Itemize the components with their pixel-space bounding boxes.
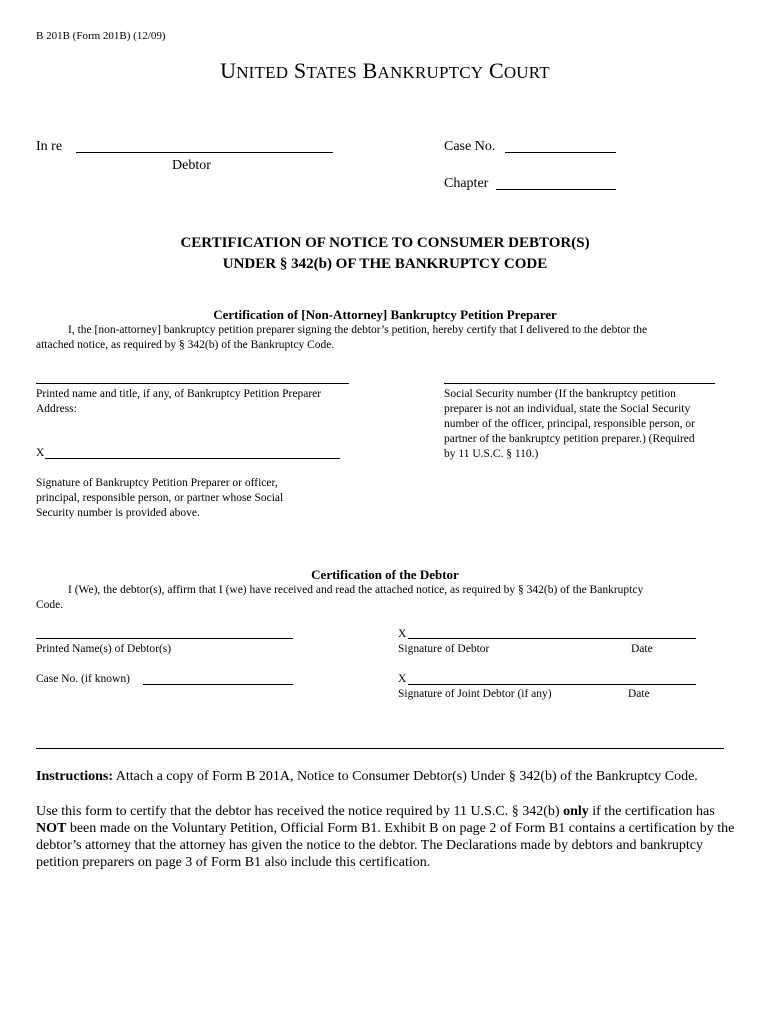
usage-not-emphasis: NOT	[36, 821, 67, 836]
form-id: B 201B (Form 201B) (12/09)	[36, 30, 166, 42]
debtor-name-line[interactable]	[76, 152, 333, 153]
preparer-signature-label-line3: Security number is provided above.	[36, 507, 200, 519]
joint-debtor-signature-label: Signature of Joint Debtor (if any)	[398, 688, 552, 700]
usage-only-emphasis: only	[563, 804, 589, 819]
instructions-label: Instructions:	[36, 769, 114, 784]
debtor-date-label: Date	[631, 643, 653, 655]
usage-text-c: been made on the Voluntary Petition, Official Form B1. Exhibit B on page 2 of Form B1 contains a certification by the	[69, 821, 735, 836]
debtor-label: Debtor	[172, 158, 211, 173]
instructions-text: Attach a copy of Form B 201A, Notice to Consumer Debtor(s) Under § 342(b) of the Bankruptcy Code.	[115, 769, 698, 784]
preparer-heading: Certification of [Non-Attorney] Bankruptcy Petition Preparer	[213, 307, 557, 322]
debtor-heading: Certification of the Debtor	[311, 567, 459, 582]
court-title-word-2: STATES	[293, 58, 357, 83]
preparer-x-mark: X	[36, 447, 45, 459]
joint-x-mark: X	[398, 673, 407, 685]
usage-paragraph-line2	[36, 820, 734, 837]
court-title	[0, 58, 770, 84]
preparer-paragraph-line1: I, the [non-attorney] bankruptcy petition preparer signing the debtor’s petition, hereby certify that I delivered to the debtor the	[68, 324, 648, 336]
court-title-word-4: COURT	[488, 58, 550, 83]
instructions-line	[36, 768, 698, 785]
preparer-paragraph-line2: attached notice, as required by § 342(b) of the Bankruptcy Code.	[36, 339, 335, 351]
ssn-line[interactable]	[444, 383, 715, 384]
court-title-word-1: UNITED	[220, 58, 289, 83]
usage-text-a: Use this form to certify that the debtor has received the notice required by 11 U.S.C. § 342(b)	[36, 804, 560, 819]
court-title-word-3: BANKRUPTCY	[362, 58, 484, 83]
ssn-label-line2: preparer is not an individual, state the Social Security	[444, 403, 691, 415]
debtor-printed-names-label: Printed Name(s) of Debtor(s)	[36, 643, 172, 655]
usage-paragraph-line3: debtor’s attorney that the attorney has given the notice to the debtor. The Declarations made by debtors and bankruptcy	[36, 838, 704, 853]
ssn-label-line5: by 11 U.S.C. § 110.)	[444, 448, 539, 460]
section-divider	[36, 748, 724, 749]
usage-text-b: if the certification has	[592, 804, 715, 819]
debtor-case-no-line[interactable]	[143, 684, 293, 685]
joint-debtor-date-label: Date	[628, 688, 650, 700]
chapter-line[interactable]	[496, 189, 616, 190]
ssn-label-line4: partner of the bankruptcy petition preparer.) (Required	[444, 433, 695, 445]
debtor-paragraph-line1: I (We), the debtor(s), affirm that I (we) have received and read the attached notice, as required by § 342(b) of the Bankruptcy	[68, 584, 644, 596]
usage-paragraph-line4: petition preparers on page 3 of Form B1 also include this certification.	[36, 855, 431, 870]
debtor-signature-line[interactable]	[408, 638, 696, 639]
ssn-label-line1: Social Security number (If the bankruptcy petition	[444, 388, 676, 400]
preparer-signature-label-line1: Signature of Bankruptcy Petition Preparer or officer,	[36, 477, 278, 489]
usage-paragraph-line1	[36, 803, 715, 820]
chapter-label: Chapter	[444, 176, 489, 191]
form-title-line2: UNDER § 342(b) OF THE BANKRUPTCY CODE	[222, 256, 548, 272]
preparer-signature-line[interactable]	[45, 458, 340, 459]
case-no-label: Case No.	[444, 139, 496, 154]
joint-debtor-signature-line[interactable]	[408, 684, 696, 685]
in-re-label: In re	[36, 139, 63, 154]
form-title-line1: CERTIFICATION OF NOTICE TO CONSUMER DEBTOR(S)	[180, 235, 590, 251]
case-no-line[interactable]	[505, 152, 616, 153]
debtor-paragraph-line2: Code.	[36, 599, 64, 611]
debtor-printed-names-line[interactable]	[36, 638, 293, 639]
preparer-printed-name-line[interactable]	[36, 383, 349, 384]
debtor-x-mark: X	[398, 628, 407, 640]
ssn-label-line3: number of the officer, principal, responsible person, or	[444, 418, 695, 430]
preparer-printed-name-label: Printed name and title, if any, of Bankruptcy Petition Preparer	[36, 388, 322, 400]
debtor-signature-label: Signature of Debtor	[398, 643, 490, 655]
debtor-case-no-label: Case No. (if known)	[36, 673, 130, 685]
preparer-address-label: Address:	[36, 403, 77, 415]
preparer-signature-label-line2: principal, responsible person, or partner whose Social	[36, 492, 284, 504]
